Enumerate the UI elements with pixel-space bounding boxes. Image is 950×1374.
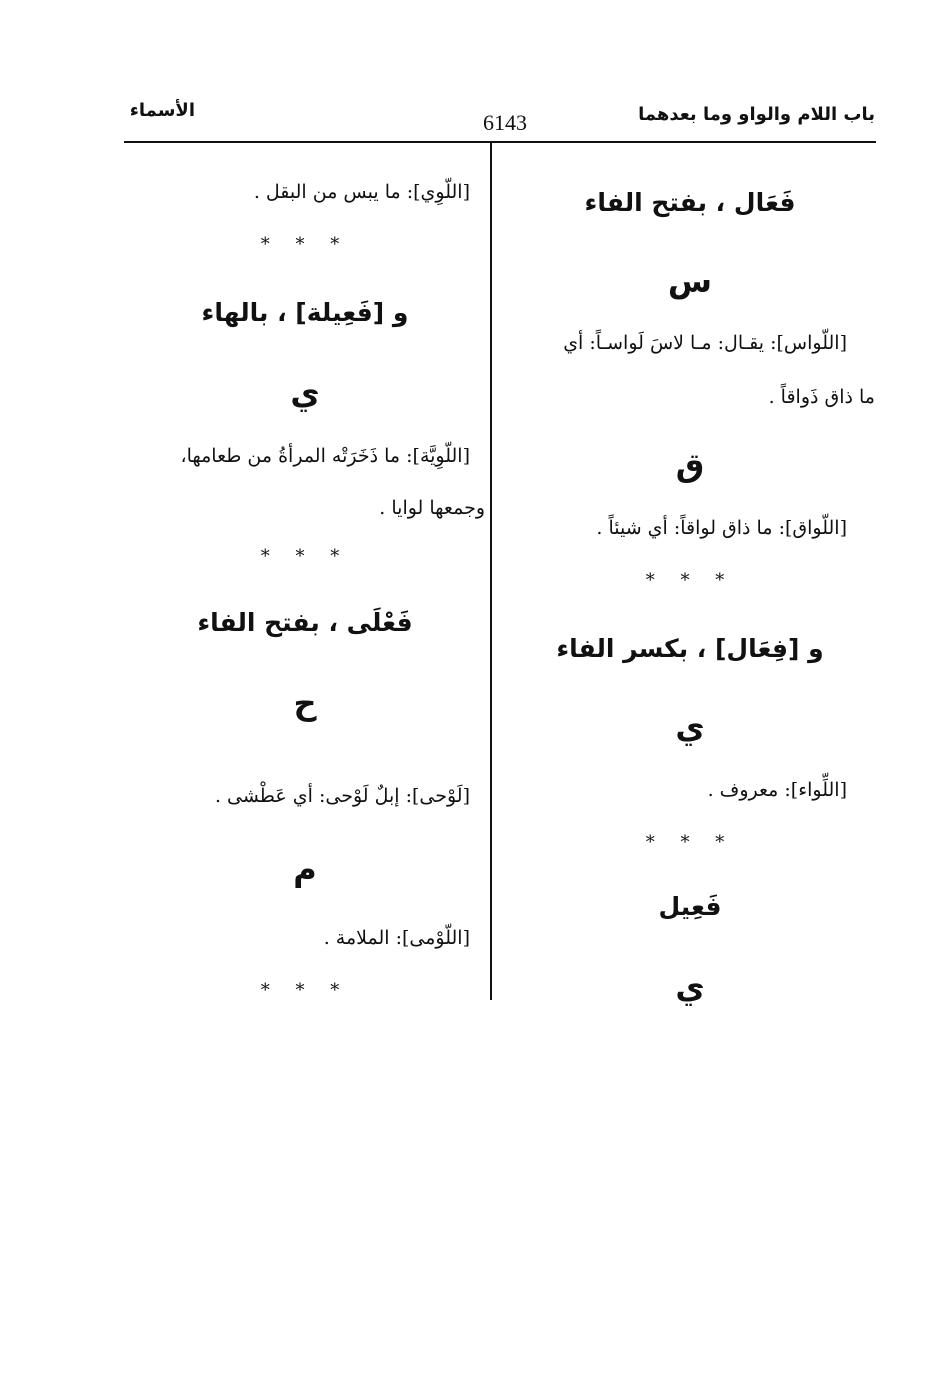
entry-line: [اللّوْمى]: الملامة . <box>323 927 470 949</box>
letter-heading: ح <box>293 684 317 722</box>
letter-heading: ي <box>675 708 705 746</box>
separator-stars: * * * <box>260 234 350 255</box>
header-right-title: باب اللام والواو وما بعدهما <box>638 104 875 125</box>
separator-stars: * * * <box>645 832 735 853</box>
separator-stars: * * * <box>260 546 350 567</box>
separator-stars: * * * <box>260 980 350 1001</box>
entry-line: [اللّوِي]: ما يبس من البقل . <box>253 181 470 203</box>
letter-heading: م <box>293 850 317 888</box>
separator-stars: * * * <box>645 570 735 591</box>
section-heading: و [فَعِيلة] ، بالهاء <box>201 298 409 327</box>
entry-line: [اللّوِيَّة]: ما ذَخَرَتْه المرأةُ من طعامها، <box>180 445 470 467</box>
entry-line: [اللِّواء]: معروف . <box>707 779 847 801</box>
column-divider <box>490 143 492 1000</box>
letter-heading: ي <box>675 968 705 1006</box>
page-number: 6143 <box>483 110 527 135</box>
entry-line: [اللّواس]: يقـال: مـا لاسَ لَواسـاً: أي <box>563 332 847 354</box>
section-heading: و [فِعَال] ، بكسر الفاء <box>556 634 824 663</box>
entry-line: [لَوْحى]: إبلٌ لَوْحى: أي عَطْشى . <box>214 785 470 807</box>
letter-heading: س <box>667 262 713 300</box>
entry-line: ما ذاق ذَواقاً . <box>768 386 875 408</box>
letter-heading: ق <box>675 446 705 484</box>
letter-heading: ي <box>290 374 320 412</box>
section-heading: فَعِيل <box>658 892 722 921</box>
entry-line: [اللّواق]: ما ذاق لواقاً: أي شيئاً . <box>596 517 847 539</box>
header-left-title: الأسماء <box>129 100 195 121</box>
entry-line: وجمعها لوايا . <box>379 497 485 519</box>
section-heading: فَعْلَى ، بفتح الفاء <box>197 608 413 637</box>
header-rule <box>124 141 876 143</box>
section-heading: فَعَال ، بفتح الفاء <box>584 188 796 217</box>
